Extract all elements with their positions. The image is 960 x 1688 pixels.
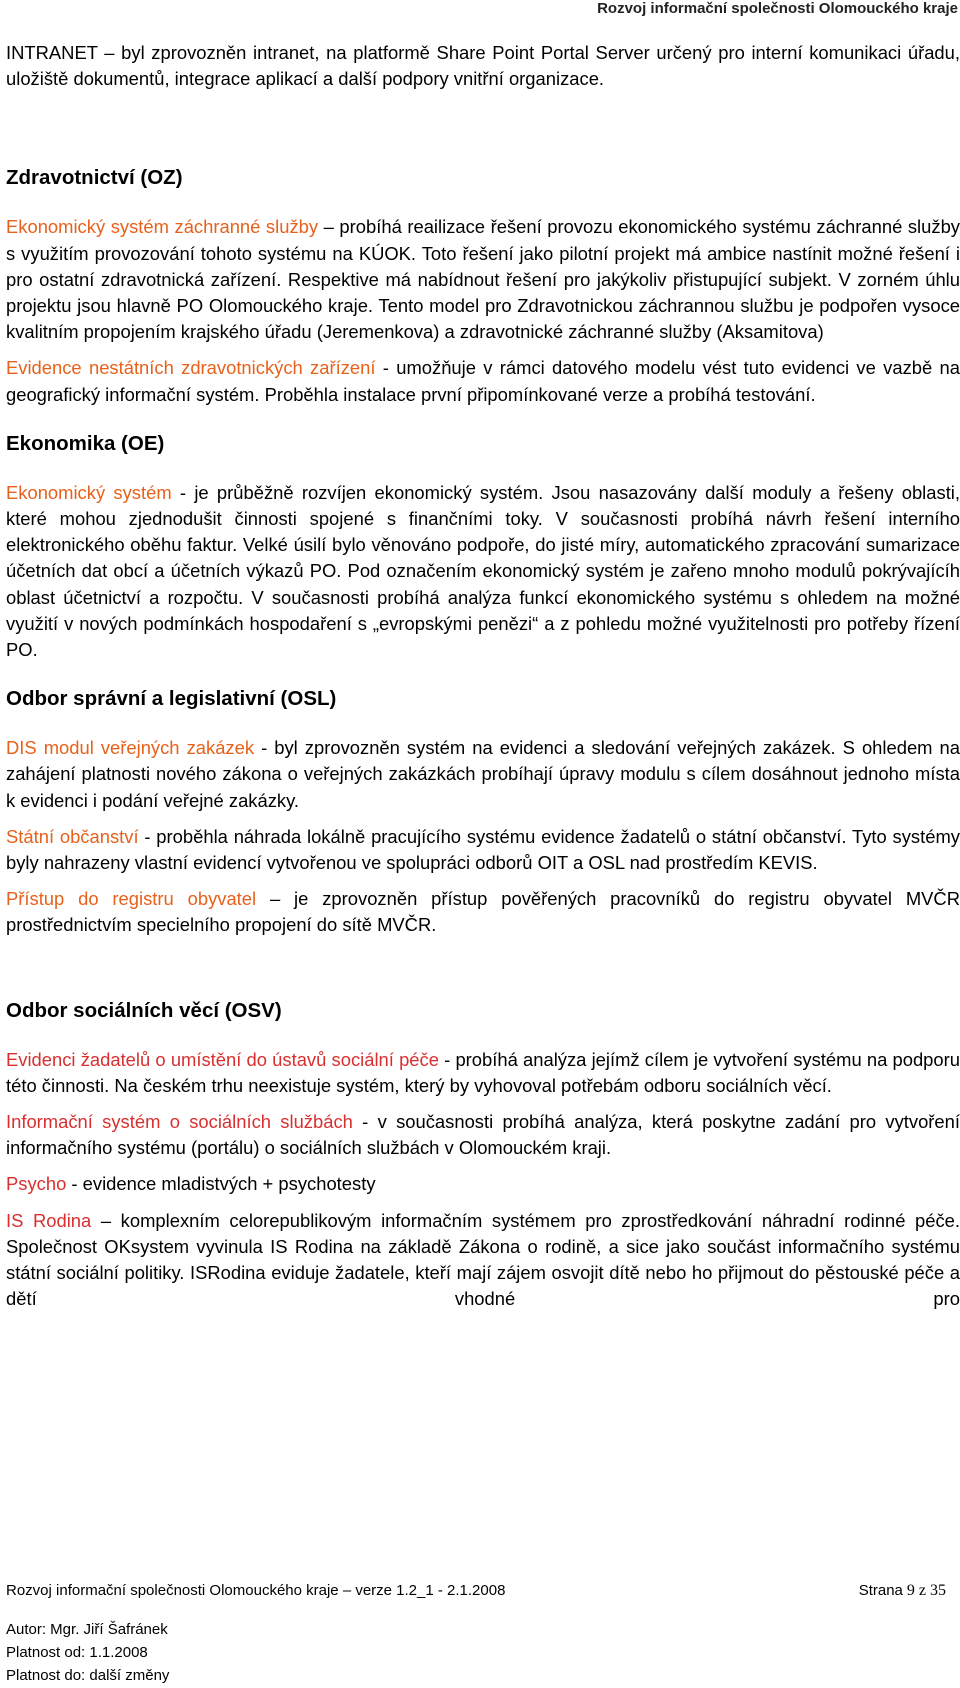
valid-from: Platnost od: 1.1.2008 (6, 1644, 148, 1661)
term-psycho: Psycho (6, 1173, 67, 1195)
page-number: Strana 9 z 35 (858, 1582, 946, 1599)
heading-osv: Odbor sociálních věcí (OSV) (6, 998, 282, 1022)
osv-paragraph-3: Psycho - evidence mladistvých + psychotesty (6, 1173, 376, 1195)
intranet-paragraph: INTRANET – byl zprovozněn intranet, na platformě Share Point Portal Server určený pro interní komunikaci úřadu, uložiště dokumentů, integrace aplikací a další podpory vnitřní organizace. (6, 42, 960, 90)
osv-paragraph-1: Evidenci žadatelů o umístění do ústavů sociální péče - probíhá analýza jejímž cílem je vytvoření systému na podporu této činnosti. Na českém trhu neexistuje systém, který by vyhovoval potřebám odboru sociálních věcí. (6, 1048, 960, 1096)
heading-osl: Odbor správní a legislativní (OSL) (6, 687, 337, 711)
term-ekonomicky-system-zachranne-sluzby: Ekonomický systém záchranné služby (6, 216, 319, 238)
term-pristup-do-registru: Přístup do registru obyvatel (6, 888, 257, 910)
oz-paragraph-2: Evidence nestátních zdravotnických zařízení - umožňuje v rámci datového modelu vést tuto evidenci ve vazbě na geografický informační systém. Proběhla instalace první připomínkované verze a probíhá testování. (6, 357, 960, 405)
osv-paragraph-4: IS Rodina – komplexním celorepublikovým informačním systémem pro zprostředkování náhradní rodinné péče. Společnost OKsystem vyvinula IS Rodina na základě Zákona o rodině, a sice jako součást informačního systému státní sociální politiky. ISRodina eviduje žadatele, kteří mají zájem osvojit dítě nebo ho přijmout do pěstouské péče a dětí vhodné pro (6, 1209, 960, 1310)
document-metadata (6, 1618, 169, 1687)
term-statni-obcanstvi: Státní občanství (6, 825, 139, 847)
term-is-rodina: IS Rodina (6, 1209, 92, 1231)
term-dis-modul: DIS modul veřejných zakázek (6, 737, 255, 759)
footer-document-title: Rozvoj informační společnosti Olomouckého kraje – verze 1.2_1 - 2.1.2008 (6, 1582, 506, 1599)
osl-paragraph-2: Státní občanství - proběhla náhrada lokálně pracujícího systému evidence žadatelů o státní občanství. Tyto systémy byly nahrazeny vlastní evidencí vytvořenou ve spolupráci odborů OIT a OSL nad prostředím KEVIS. (6, 825, 960, 874)
osv-paragraph-2: Informační systém o sociálních službách - v současnosti probíhá analýza, která poskytne zadání pro vytvoření informačního systému (portálu) o sociálních službách v Olomouckém kraji. (6, 1111, 960, 1159)
osl-paragraph-3: Přístup do registru obyvatel – je zprovozněn přístup pověřených pracovníků do registru obyvatel MVČR prostřednictvím specielního propojení do sítě MVČR. (6, 888, 960, 936)
heading-oz: Zdravotnictví (OZ) (6, 166, 183, 190)
oe-paragraph-1: Ekonomický systém - je průběžně rozvíjen ekonomický systém. Jsou nasazovány další moduly a řešeny oblasti, které mohou zjednodušit činnosti spojené s finančními toky. V současnosti probíhá návrh řešení interního elektronického oběhu faktur. Velké úsilí bylo věnováno podpoře, do jisté míry, automatického zpracování sumarizace účetních dat obcí a účetních výkazů PO. Pod označením ekonomický systém je zařeno mnoho modulů pokrývajícíh oblast účetnictví a rozpočtu. V současnosti probíhá analýza funkcí ekonomického systému s ohledem na možné využití v nových podmínkách hospodaření s „evropskými penězi“ a z pohledu možné využitelnosti pro potřeby řízení PO. (6, 481, 960, 661)
heading-oe: Ekonomika (OE) (6, 431, 165, 455)
term-is-socialni-sluzby: Informační systém o sociálních službách (6, 1111, 353, 1133)
term-evidence-nestatnich-zz: Evidence nestátních zdravotnických zařízení (6, 357, 376, 379)
valid-to: Platnost do: další změny (6, 1667, 170, 1684)
document-page (6, 0, 960, 1688)
term-evidenci-zadatelu: Evidenci žadatelů o umístění do ústavů sociální péče (6, 1048, 439, 1070)
page-content (6, 40, 960, 1323)
osl-paragraph-1: DIS modul veřejných zakázek - byl zprovozněn systém na evidenci a sledování veřejných zakázek. S ohledem na zahájení platnosti nového zákona o veřejných zakázkách probíhají úpravy modulu s cílem dosáhnout jednoho místa k evidenci i podání veřejné zakázky. (6, 737, 960, 811)
author: Autor: Mgr. Jiří Šafránek (6, 1621, 168, 1638)
oz-paragraph-1: Ekonomický systém záchranné služby – probíhá reailizace řešení provozu ekonomického systému záchranné služby s využitím provozování tohoto systému na KÚOK. Toto řešení jako pilotní projekt má ambice nastínit možné řešení i pro ostatní zdravotnická zařízení. Respektive má nabídnout řešení pro jakýkoliv přistupující subjekt. V zorném úhlu projektu jsou hlavně PO Olomouckého kraje. Tento model pro Zdravotnickou záchrannou službu je podpořen vysoce kvalitním propojením krajského úřadu (Jeremenkova) a zdravotnické záchranné služby (Aksamitova) (6, 216, 960, 343)
term-ekonomicky-system: Ekonomický systém (6, 481, 172, 503)
running-header: Rozvoj informační společnosti Olomouckého kraje (597, 0, 958, 17)
